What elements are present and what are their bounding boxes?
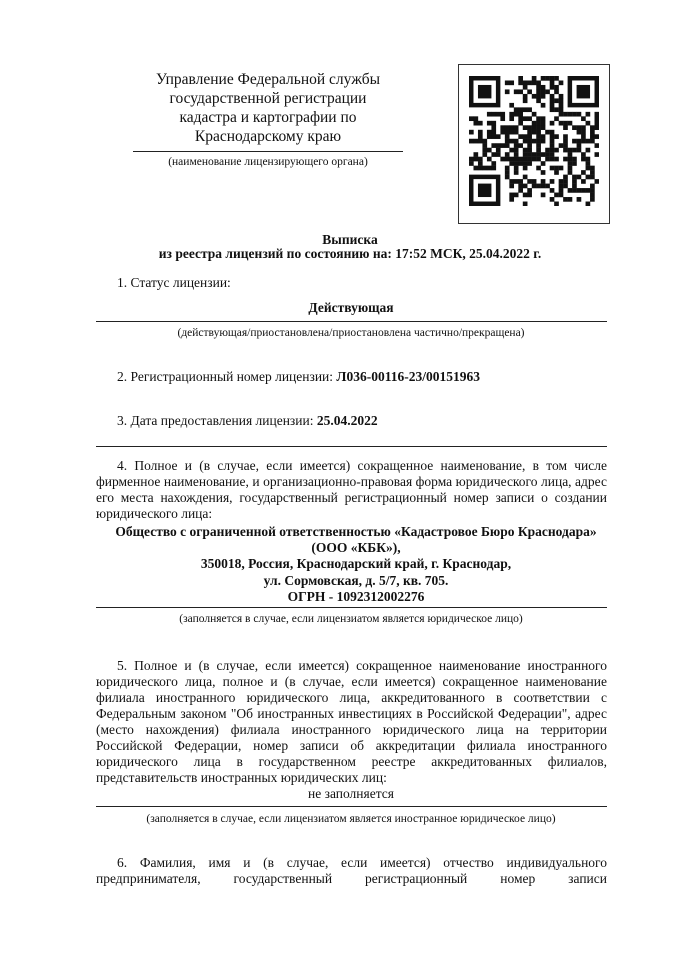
section-6-text: 6. Фамилия, имя и (в случае, если имеется) отчество индивидуального предпринимателя, государственный регистрационный номер записи [96, 855, 607, 886]
entity-line: ул. Сормовская, д. 5/7, кв. 705. [263, 572, 449, 588]
section-4-underline [96, 607, 607, 608]
license-status-value: Действующая [308, 300, 394, 315]
section-4-text: 4. Полное и (в случае, если имеется) сокращенное наименование, в том числе фирменное наименование, и организационно-правовая форма юридического лица, адрес его места нахождения, государственный регистрационный номер записи о создании юридического лица: [96, 458, 607, 521]
section-5-caption: (заполняется в случае, если лицензиатом является иностранное юридическое лицо) [146, 813, 556, 825]
section-3-divider [96, 446, 607, 447]
foreign-entity-value: не заполняется [308, 786, 394, 801]
section-5-underline [96, 806, 607, 807]
status-underline [96, 321, 607, 322]
entity-line: Общество с ограниченной ответственностью «Кадастровое Бюро Краснодара» [115, 524, 597, 539]
section-3-row [117, 413, 378, 429]
licensee-entity-block [96, 524, 616, 605]
document-subtitle: из реестра лицензий по состоянию на: 17:52 МСК, 25.04.2022 г. [158, 246, 542, 261]
section-5-text: 5. Полное и (в случае, если имеется) сокращенное наименование иностранного юридического лица, полное и (в случае, если имеется) сокращенное наименование филиала иностранного юридического лица, аккредитованного в соответствии с Федеральным законом "Об иностранных инвестициях в Российской Федерации", адрес (место нахождения) филиала иностранного юридического лица на территории Российской Федерации, номер записи об аккредитации филиала иностранного юридического лица в государственном реестре аккредитованных филиалов, представительств иностранных юридических лиц: [96, 658, 607, 785]
license-date-value: 25.04.2022 [316, 413, 378, 428]
organ-caption: (наименование лицензирующего органа) [168, 156, 368, 168]
entity-line: (ООО «КБК»), [311, 540, 401, 556]
qr-code-frame [458, 64, 610, 224]
section-3-label: 3. Дата предоставления лицензии: [117, 413, 317, 428]
registration-number-value: Л036-00116-23/00151963 [336, 369, 480, 384]
organ-line: государственной регистрации [169, 90, 367, 107]
section-2-label: 2. Регистрационный номер лицензии: [117, 369, 337, 384]
organ-underline [133, 151, 403, 152]
section-1-label: 1. Статус лицензии: [117, 275, 231, 290]
qr-code-icon [469, 76, 599, 206]
organ-line: Краснодарскому краю [194, 128, 342, 145]
document-title: Выписка [322, 232, 378, 247]
licensing-organ-name [128, 70, 408, 146]
organ-line: кадастра и картографии по [179, 109, 357, 126]
status-caption: (действующая/приостановлена/приостановлена частично/прекращена) [177, 327, 525, 339]
entity-line: 350018, Россия, Краснодарский край, г. Краснодар, [200, 556, 512, 572]
section-4-caption: (заполняется в случае, если лицензиатом является юридическое лицо) [179, 613, 523, 625]
section-2-row [117, 369, 480, 385]
organ-line: Управление Федеральной службы [155, 71, 381, 88]
entity-line: ОГРН - 1092312002276 [287, 588, 425, 604]
